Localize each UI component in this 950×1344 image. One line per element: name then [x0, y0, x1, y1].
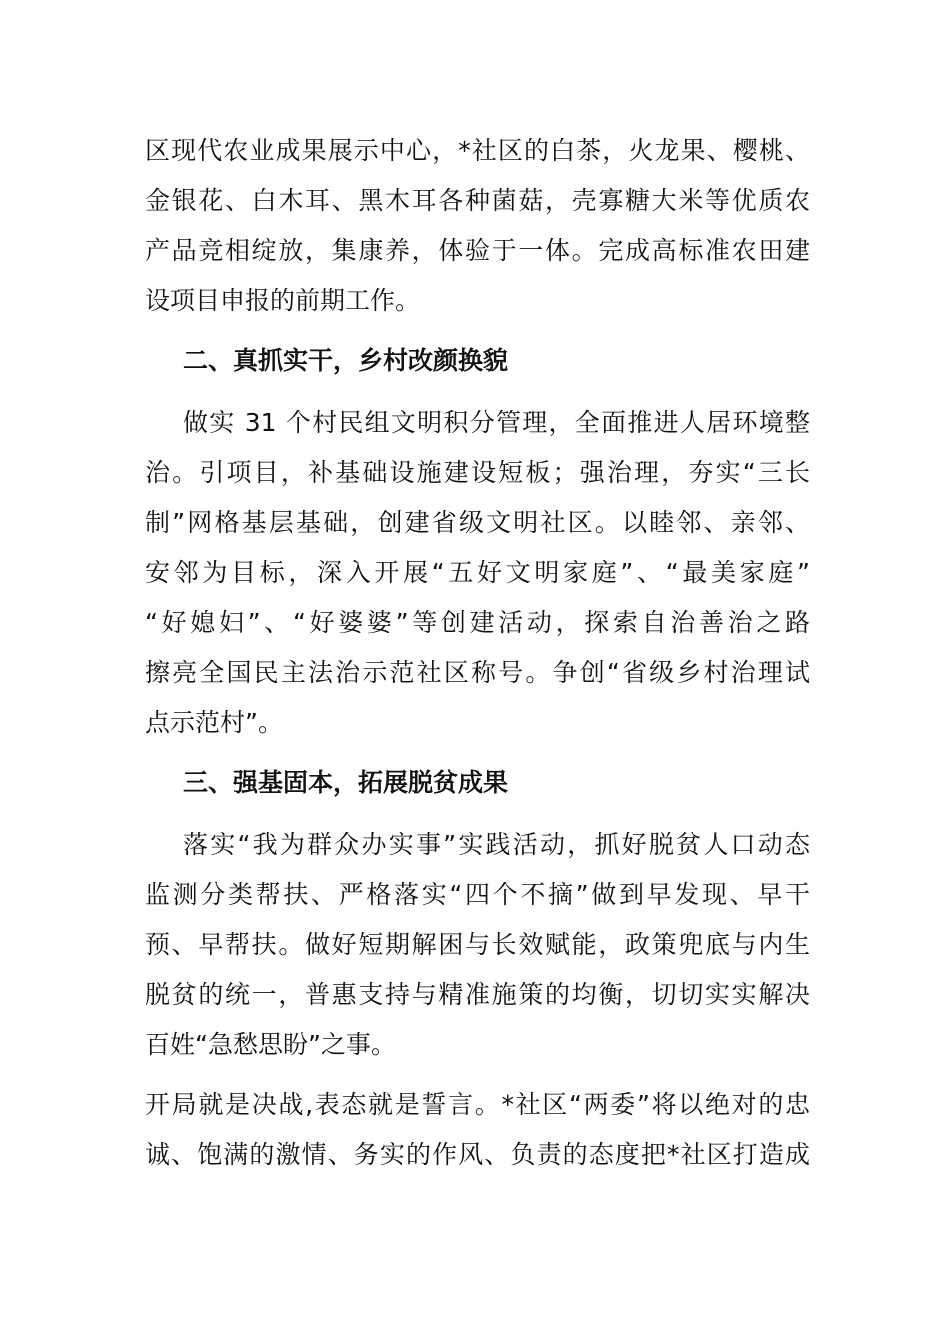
text-line: 治。引项目，补基础设施建设短板；强治理，夯实“三长	[145, 458, 810, 487]
text-line: 点示范村”。	[145, 708, 283, 737]
text-line: 做实 31 个村民组文明积分管理，全面推进人居环境整	[183, 408, 810, 437]
text-line: 设项目申报的前期工作。	[145, 286, 421, 315]
section-heading-3: 三、强基固本，拓展脱贫成果	[183, 768, 509, 797]
text-line: 诚、饱满的激情、务实的作风、负责的态度把*社区打造成	[145, 1140, 810, 1169]
paragraph-gap	[145, 1070, 810, 1080]
text-line: 脱贫的统一，普惠支持与精准施策的均衡，切切实实解决	[145, 980, 810, 1009]
text-line: “好媳妇”、“好婆婆”等创建活动，探索自治善治之路	[145, 608, 810, 637]
text-line: 预、早帮扶。做好短期解困与长效赋能，政策兜底与内生	[145, 930, 810, 959]
text-line: 产品竞相绽放，集康养，体验于一体。完成高标准农田建	[145, 236, 810, 265]
text-line: 金银花、白木耳、黑木耳各种菌菇，壳寡糖大米等优质农	[145, 186, 810, 215]
section3-paragraph	[145, 820, 810, 1070]
section2-paragraph	[145, 398, 810, 748]
text-line: 开局就是决战,表态就是誓言。*社区“两委”将以绝对的忠	[145, 1090, 810, 1119]
document-body	[145, 126, 810, 1180]
text-line: 制”网格基层基础，创建省级文明社区。以睦邻、亲邻、	[145, 508, 810, 537]
text-line: 安邻为目标，深入开展“五好文明家庭”、“最美家庭”	[145, 558, 810, 587]
closing-paragraph	[145, 1080, 810, 1180]
text-line: 区现代农业成果展示中心，*社区的白茶，火龙果、樱桃、	[145, 136, 810, 165]
text-line: 百姓“急愁思盼”之事。	[145, 1030, 396, 1059]
text-line: 落实“我为群众办实事”实践活动，抓好脱贫人口动态	[183, 830, 810, 859]
text-line: 监测分类帮扶、严格落实“四个不摘”做到早发现、早干	[145, 880, 810, 909]
intro-paragraph	[145, 126, 810, 326]
text-line: 擦亮全国民主法治示范社区称号。争创“省级乡村治理试	[145, 658, 810, 687]
section-heading-2: 二、真抓实干，乡村改颜换貌	[183, 346, 509, 375]
